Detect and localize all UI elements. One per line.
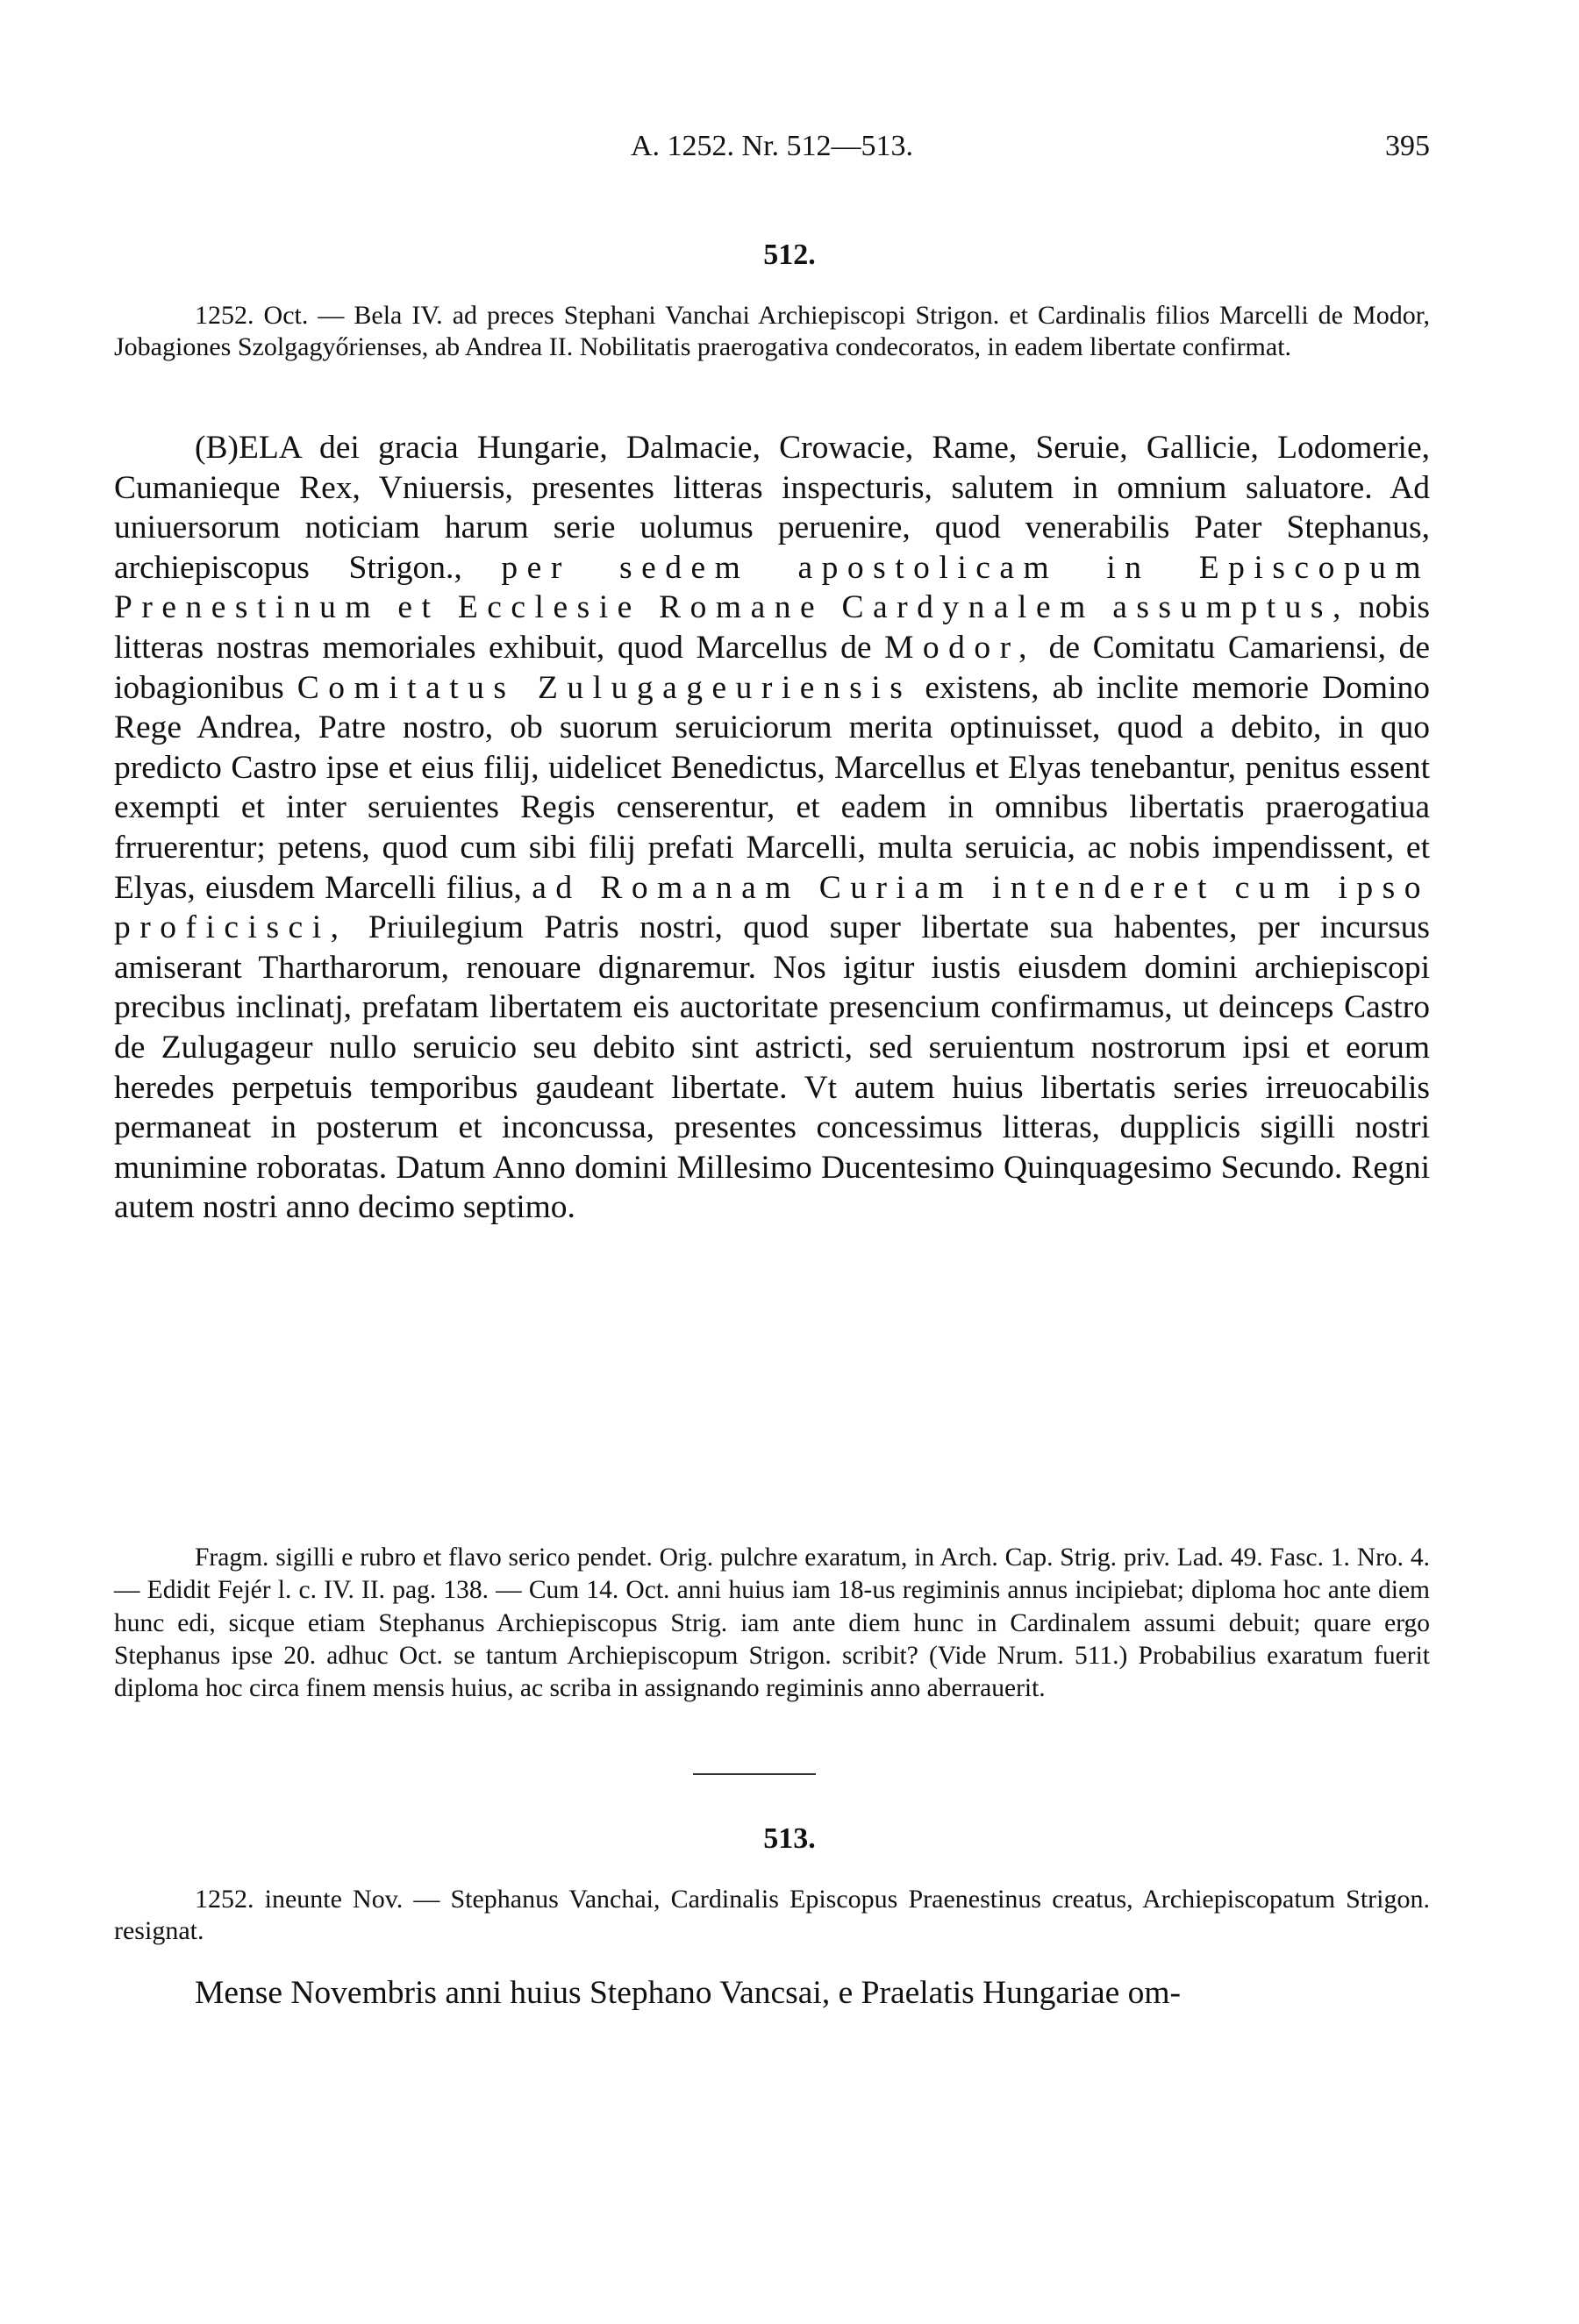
charter-text-part: nobis litteras nostras memoriales exhibuit, quod Marcellus de bbox=[114, 589, 1431, 666]
charter-text-512 bbox=[114, 428, 1430, 1228]
regest-513: 1252. ineunte Nov. — Stephanus Vanchai, Cardinalis Episcopus Praenestinus creatus, Archiepiscopatum Strigon. resignat. bbox=[114, 1885, 1430, 1945]
charter-text-part: de Comitatu Camariensi, de iobagionibus bbox=[114, 629, 1430, 706]
charter-text-spaced: Comitatus Zulugageuriensis bbox=[297, 669, 912, 706]
charter-text-part: Priuilegium Patris nostri, quod super libertate sua habentes, per incursus amiserant Thartharorum, renouare dignaremur. Nos igitur iustis eiusdem domini archiepiscopi precibus inclinatj, prefatam libertatem eis auctoritate presencium confirmamus, ut deinceps Castro de Zulugageur nullo seruicio seu debito sint astricti, sed seruientum nostrorum ipsi et eorum heredes perpetuis temporibus gaudeant libertate. Vt autem huius libertatis series irreuocabilis permaneat in posterum et inconcussa, presentes concessimus litteras, dupplicis sigilli nostri munimine roboratas. Datum Anno domini Millesimo Ducentesimo Quinquagesimo Secundo. Regni autem nostri anno decimo septimo. bbox=[114, 909, 1431, 1226]
editorial-note-512: Fragm. sigilli e rubro et flavo serico pendet. Orig. pulchre exaratum, in Arch. Cap. Strig. priv. Lad. 49. Fasc. 1. Nro. 4. — Edidit Fejér l. c. IV. II. pag. 138. — Cum 14. Oct. anni huius iam 18-us regiminis annus incipiebat; diploma hoc ante diem hunc edi, sicque etiam Stephanus Archiepiscopus Strig. iam ante diem hunc in Cardinalem assumi debuit; quare ergo Stephanus ipse 20. adhuc Oct. se tantum Archiepiscopum Strigon. scribit? (Vide Nrum. 511.) Probabilius exaratum fuerit diploma hoc circa finem mensis huius, ac scriba in assignando regiminis anno aberrauerit. bbox=[114, 1543, 1430, 1703]
page-number: 395 bbox=[1385, 130, 1430, 162]
document-number-512: 512. bbox=[763, 239, 816, 271]
section-divider bbox=[693, 1773, 816, 1775]
document-number-513: 513. bbox=[763, 1822, 816, 1855]
running-head bbox=[114, 130, 1430, 174]
charter-text-spaced: Modor, bbox=[884, 629, 1037, 666]
charter-text-513: Mense Novembris anni huius Stephano Vancsai, e Praelatis Hungariae om- bbox=[195, 1975, 1182, 2011]
charter-text-part: (B)ELA dei gracia Hungarie, Dalmacie, Crowacie, Rame, Seruie, Gallicie, Lodomerie, Cumanieque Rex, Vniuersis, presentes litteras inspecturis, salutem in omnium saluatore. Ad uniuersorum noticiam harum serie uolumus peruenire, quod venerabilis Pater Stephanus, archiepiscopus Strigon., bbox=[114, 430, 1430, 586]
charter-text-part: existens, ab inclite memorie Domino Rege Andrea, Patre nostro, ob suorum seruiciorum merita optinuisset, quod a debito, in quo predicto Castro ipse et eius filij, uidelicet Benedictus, Marcellus et Elyas tenebantur, penitus essent exempti et inter seruientes Regis censerentur, et eadem in omnibus libertatis praerogatiua frruerentur; petens, quod cum sibi filij prefati Marcelli, multa seruicia, ac nobis impendissent, et Elyas, eiusdem Marcelli filius, bbox=[114, 669, 1431, 906]
charter-text-spaced: ad Romanam Curiam intenderet cum ipso proficisci, bbox=[114, 869, 1430, 946]
running-head-title: A. 1252. Nr. 512—513. bbox=[630, 130, 914, 162]
charter-text-spaced: per sedem apostolicam in Episcopum Prenestinum et Ecclesie Romane Cardynalem assumptus, bbox=[114, 549, 1430, 626]
regest-512: 1252. Oct. — Bela IV. ad preces Stephani Vanchai Archiepiscopi Strigon. et Cardinalis filios Marcelli de Modor, Jobagiones Szolgagyőrienses, ab Andrea II. Nobilitatis praerogativa condecoratos, in eadem libertate confirmat. bbox=[114, 301, 1430, 361]
